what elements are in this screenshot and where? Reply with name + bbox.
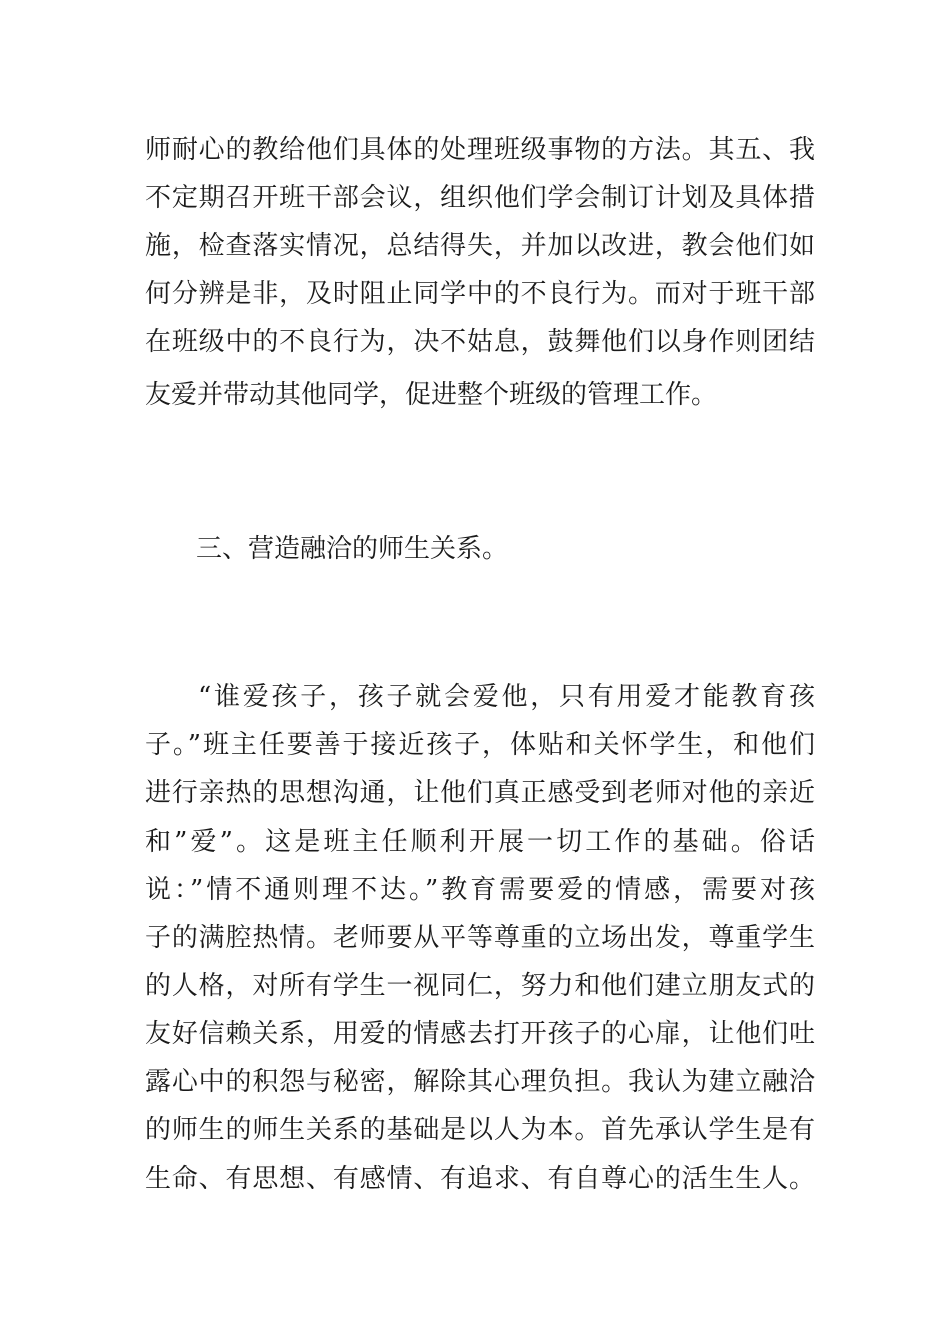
paragraph-1-line-3: 施，检查落实情况，总结得失，并加以改进，教会他们如	[145, 231, 815, 261]
paragraph-2-line-4: 和”爱”。这是班主任顺利开展一切工作的基础。俗话	[145, 827, 815, 857]
paragraph-2-line-9: 露心中的积怨与秘密，解除其心理负担。我认为建立融洽	[145, 1067, 815, 1097]
paragraph-1-line-1: 师耐心的教给他们具体的处理班级事物的方法。其五、我	[145, 135, 815, 165]
paragraph-2-line-10: 的师生的师生关系的基础是以人为本。首先承认学生是有	[145, 1115, 815, 1145]
paragraph-2-line-2: 子。”班主任要善于接近孩子，体贴和关怀学生，和他们	[145, 730, 815, 760]
paragraph-2-line-11: 生命、有思想、有感情、有追求、有自尊心的活生生人。	[145, 1164, 815, 1194]
section-heading: 三、营造融洽的师生关系。	[196, 534, 509, 564]
paragraph-2-line-7: 的人格，对所有学生一视同仁，努力和他们建立朋友式的	[145, 971, 815, 1001]
paragraph-2-line-6: 子的满腔热情。老师要从平等尊重的立场出发，尊重学生	[145, 923, 815, 953]
paragraph-1-line-6: 友爱并带动其他同学，促进整个班级的管理工作。	[145, 380, 718, 410]
paragraph-2-line-8: 友好信赖关系，用爱的情感去打开孩子的心扉，让他们吐	[145, 1019, 815, 1049]
paragraph-2-line-1: “谁爱孩子，孩子就会爱他，只有用爱才能教育孩	[198, 682, 815, 712]
paragraph-2-line-5: 说：”情不通则理不达。”教育需要爱的情感，需要对孩	[145, 875, 815, 905]
paragraph-1-line-4: 何分辨是非，及时阻止同学中的不良行为。而对于班干部	[145, 279, 815, 309]
paragraph-1-line-5: 在班级中的不良行为，决不姑息，鼓舞他们以身作则团结	[145, 327, 815, 357]
paragraph-1-line-2: 不定期召开班干部会议，组织他们学会制订计划及具体措	[145, 183, 815, 213]
paragraph-2-line-3: 进行亲热的思想沟通，让他们真正感受到老师对他的亲近	[145, 778, 815, 808]
